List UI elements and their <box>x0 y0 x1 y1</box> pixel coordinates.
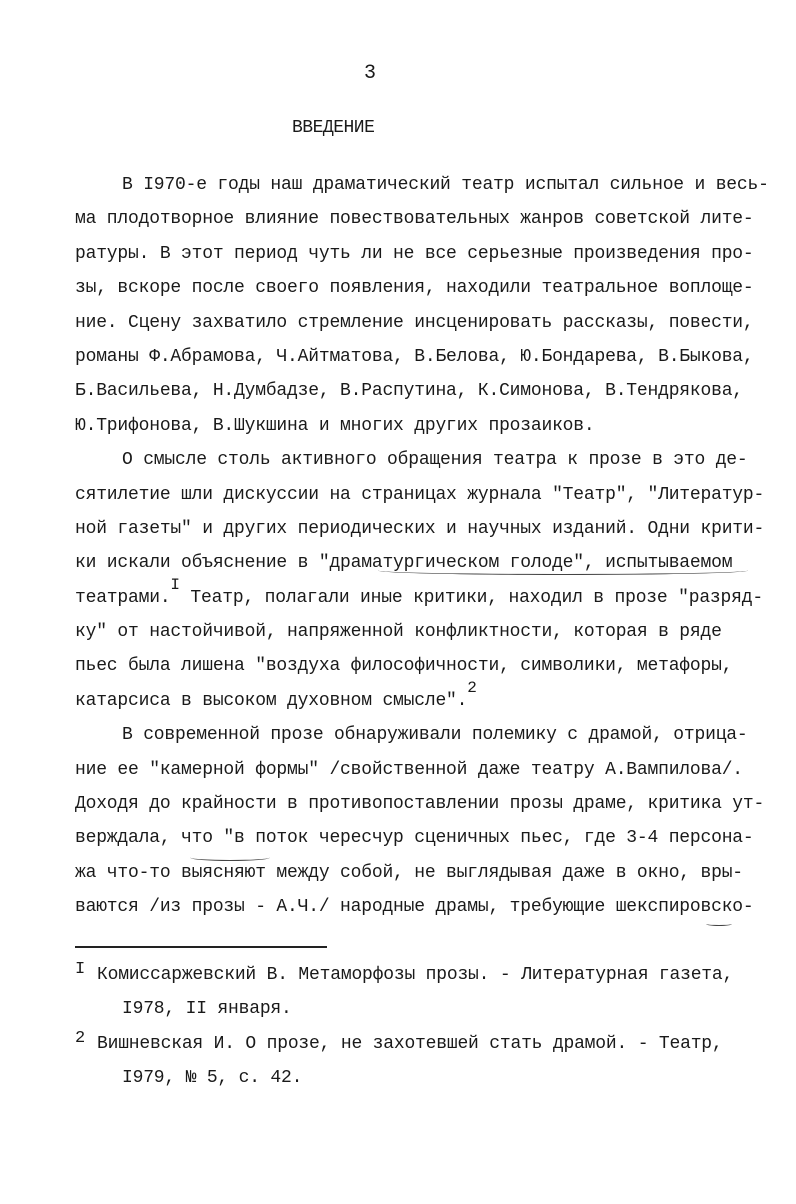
text-line: В современной прозе обнаруживали полемику с драмой, отрица- <box>122 725 748 746</box>
footnote-text: Вишневская И. О прозе, не захотевшей стать драмой. - Театр, <box>97 1033 723 1054</box>
pencil-underline <box>378 566 748 575</box>
text-line: ма плодотворное влияние повествовательных жанров советской лите- <box>75 209 754 230</box>
text-line: Ю.Трифонова, В.Шукшина и многих других прозаиков. <box>75 415 595 436</box>
footnote-text: Комиссаржевский В. Метаморфозы прозы. - Литературная газета, <box>97 965 734 985</box>
text-line: зы, вскоре после своего появления, находили театральное воплоще- <box>75 278 754 299</box>
text-line <box>75 575 775 615</box>
text-line <box>75 678 775 718</box>
footnote-ref-2: 2 <box>467 678 477 697</box>
text-line: Доходя до крайности в противопоставлении прозы драме, критика ут- <box>75 794 765 815</box>
footnote <box>75 1027 775 1061</box>
text-line: ваются /из прозы - А.Ч./ народные драмы, требующие шекспировско- <box>75 897 754 918</box>
text-line: ку" от настойчивой, напряженной конфликтности, которая в ряде <box>75 622 722 643</box>
footnote-mark: I <box>75 960 86 979</box>
footnotes <box>75 958 775 1096</box>
text-segment: Театр, полагали иные критики, находил в прозе "разряд- <box>179 587 763 608</box>
text-line: верждала, что "в поток чересчур сценичных пьес, где 3-4 персона- <box>75 828 754 849</box>
text-segment: театрами. <box>75 587 171 608</box>
body-text <box>75 168 775 925</box>
text-line: жа что-то выясняют между собой, не выглядывая даже в окно, вры- <box>75 862 743 883</box>
text-segment: катарсиса в высоком духовном смысле". <box>75 690 468 711</box>
footnote-continuation: I979, № 5, с. 42. <box>122 1068 303 1089</box>
pencil-underline <box>190 854 270 861</box>
footnote-continuation: I978, II января. <box>122 999 292 1020</box>
page-number: 3 <box>364 62 377 85</box>
text-line: О смысле столь активного обращения театра к прозе в это де- <box>122 450 748 471</box>
text-line: ки искали объяснение в "драматургическом голоде", испытываемом <box>75 553 733 574</box>
text-line: романы Ф.Абрамова, Ч.Айтматова, В.Белова, Ю.Бондарева, В.Быкова, <box>75 346 754 367</box>
footnote-mark: 2 <box>75 1028 86 1048</box>
text-line: пьес была лишена "воздуха философичности, символики, метафоры, <box>75 656 733 677</box>
text-line: В I970-е годы наш драматический театр испытал сильное и весь- <box>122 175 769 195</box>
text-line: ние. Сцену захватило стремление инсценировать рассказы, повести, <box>75 312 754 333</box>
text-line: Б.Васильева, Н.Думбадзе, В.Распутина, К.Симонова, В.Тендрякова, <box>75 381 743 402</box>
section-heading: ВВЕДЕНИЕ <box>292 118 375 138</box>
text-line: ние ее "камерной формы" /свойственной даже театру А.Вампилова/. <box>75 759 743 780</box>
text-line: ной газеты" и других периодических и научных изданий. Одни крити- <box>75 518 765 539</box>
text-line: сятилетие шли дискуссии на страницах журнала "Театр", "Литератур- <box>75 484 765 505</box>
footnote-ref-1: I <box>170 575 180 594</box>
text-line: ратуры. В этот период чуть ли не все серьезные произведения про- <box>75 243 754 264</box>
footnote-separator <box>75 946 327 948</box>
pencil-underline <box>706 922 732 926</box>
footnote <box>75 958 775 992</box>
